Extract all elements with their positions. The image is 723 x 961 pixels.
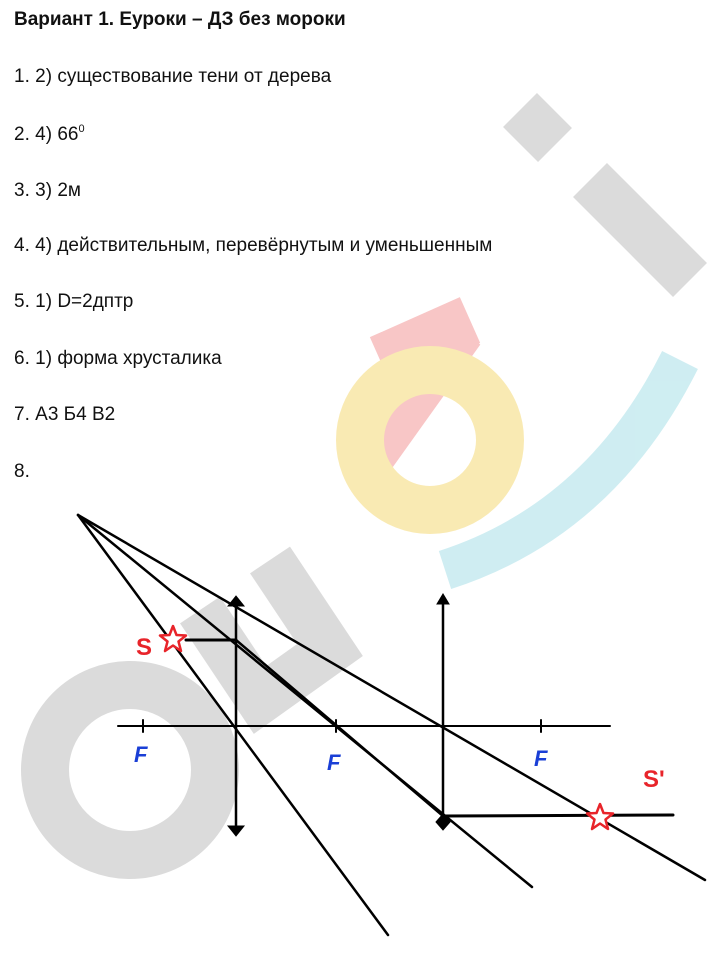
focus-label-3: F: [534, 746, 548, 771]
answer-number: 6.: [14, 348, 30, 369]
answer-6: [14, 348, 222, 370]
ray-1: [78, 515, 705, 880]
focus-label-2: F: [327, 750, 341, 775]
ray-2: [78, 515, 532, 887]
answer-superscript: 0: [78, 123, 85, 135]
answer-number: 1.: [14, 66, 30, 87]
answer-1: [14, 66, 331, 88]
page-title: Вариант 1. Еуроки – ДЗ без мороки: [14, 9, 346, 30]
lens-1-bottom-arrow: [228, 826, 244, 836]
answer-text: 3) 2м: [35, 180, 81, 201]
answer-text: 2) существование тени от дерева: [35, 66, 332, 87]
source-label: S: [136, 634, 153, 661]
answer-number: 5.: [14, 291, 30, 312]
answer-text: А3 Б4 В2: [35, 404, 116, 425]
image-line: [443, 815, 673, 816]
image-label: S': [643, 766, 665, 793]
answer-7: [14, 404, 115, 426]
watermark-i-dot: [520, 110, 555, 145]
answer-5: [14, 291, 133, 313]
watermark-i-stem: [590, 180, 690, 280]
answer-2: [14, 123, 85, 146]
answer-number: 3.: [14, 180, 30, 201]
answer-number: 2.: [14, 124, 30, 145]
answer-8: [14, 461, 30, 483]
watermark-o: [360, 370, 500, 510]
answer-3: [14, 180, 81, 202]
ray-diagram: [0, 500, 723, 961]
answer-text: 1) D=2дптр: [35, 291, 134, 312]
answer-number: 7.: [14, 404, 30, 425]
answer-text: 4) 66: [35, 124, 79, 145]
answer-text: 4) действительным, перевёрнутым и уменьшенным: [35, 235, 493, 256]
focus-label-1: F: [134, 742, 148, 767]
answer-text: 1) форма хрусталика: [35, 348, 222, 369]
answer-4: [14, 235, 492, 257]
lens-2-top-arrow: [437, 594, 449, 604]
lens-1-top-arrow: [228, 596, 244, 606]
answer-number: 4.: [14, 235, 30, 256]
answer-number: 8.: [14, 461, 30, 482]
